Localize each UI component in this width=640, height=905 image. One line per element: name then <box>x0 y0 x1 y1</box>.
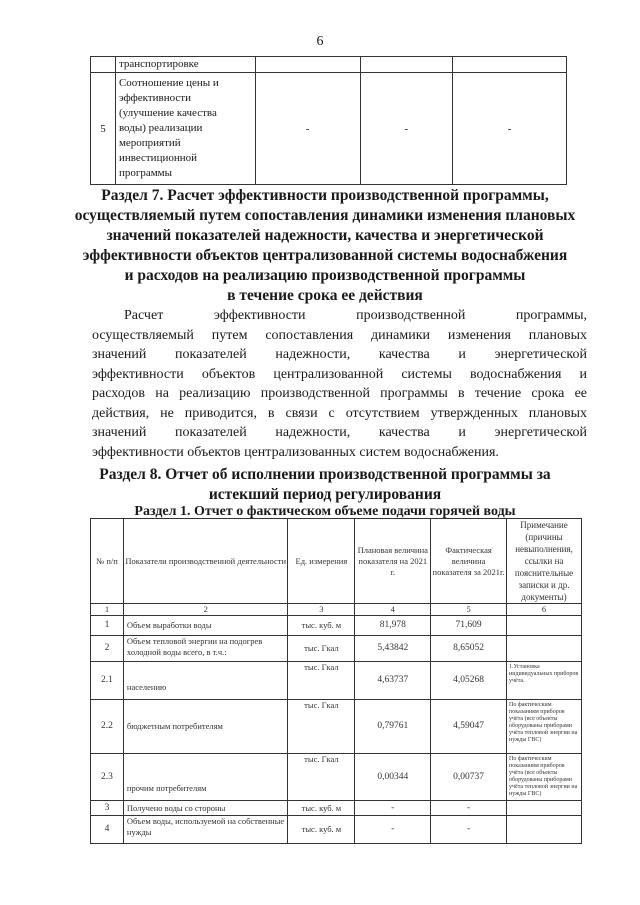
col-number: 1 <box>91 604 124 616</box>
row-fact: 4,59047 <box>431 700 507 754</box>
row-number: 1 <box>91 616 124 636</box>
row-indicator: Получено воды со стороны <box>123 801 288 816</box>
row-fact: - <box>431 816 507 844</box>
col-number: 4 <box>355 604 431 616</box>
row-number: 4 <box>91 816 124 844</box>
table-row <box>91 700 582 754</box>
value-cell: - <box>453 73 567 185</box>
row-note: По фактическим показаниям приборов учёта (все объекты оборудованы приборами учёта тепловой энергии на нужды ГВС) <box>507 754 582 801</box>
row-number: 2.3 <box>91 754 124 801</box>
table-row <box>91 57 567 73</box>
row-unit: тыс. Гкал <box>288 754 355 801</box>
table-row <box>91 73 567 185</box>
col-number: 2 <box>123 604 288 616</box>
col-number: 5 <box>431 604 507 616</box>
row-note: 1.Установка индивидуальных приборов учёта. <box>507 662 582 700</box>
row-indicator: бюджетным потребителям <box>123 700 288 754</box>
row-fact: - <box>431 801 507 816</box>
table-row <box>91 636 582 662</box>
row-fact: 71,609 <box>431 616 507 636</box>
header-plan: Плановая величина показателя на 2021 г. <box>355 519 431 604</box>
table-row <box>91 816 582 844</box>
row-indicator: Объем тепловой энергии на подогрев холодной воды всего, в т.ч.: <box>123 636 288 662</box>
row-indicator: прочим потребителям <box>123 754 288 801</box>
row-fact: 0,00737 <box>431 754 507 801</box>
row-unit: тыс. куб. м <box>288 801 355 816</box>
col-number: 3 <box>288 604 355 616</box>
section8-subheading: Раздел 1. Отчет о фактическом объеме подачи горячей воды <box>134 504 516 519</box>
header-unit: Ед. измерения <box>288 519 355 604</box>
table-header-row <box>91 519 582 604</box>
header-num: № п/п <box>91 519 124 604</box>
row-fact: 8,65052 <box>431 636 507 662</box>
row-plan: - <box>355 801 431 816</box>
row-text: Соотношение цены и эффективности (улучшение качества воды) реализации мероприятий инвестиционной программы <box>115 73 255 185</box>
row-unit: тыс. куб. м <box>288 816 355 844</box>
row-unit: тыс. куб. м <box>288 616 355 636</box>
row-note <box>507 801 582 816</box>
row-note <box>507 636 582 662</box>
row-indicator: Объем воды, используемой на собственные нужды <box>123 816 288 844</box>
row-plan: - <box>355 816 431 844</box>
table-row <box>91 662 582 700</box>
section7-heading: Раздел 7. Расчет эффективности производственной программы, осуществляемый путем сопоставления динамики изменения плановых значений показателей надежности, качества и энергетической эффективности объектов централизованной системы водоснабжения и расходов на реализацию производственной программы в течение срока ее действия <box>74 187 576 304</box>
table-row <box>91 801 582 816</box>
value-cell: - <box>360 73 453 185</box>
report-table <box>90 518 582 844</box>
row-note <box>507 616 582 636</box>
section8-heading: Раздел 8. Отчет об исполнении производственной программы за истекший период регулирования <box>99 466 551 503</box>
header-indicator: Показатели производственной деятельности <box>123 519 288 604</box>
row-indicator: населению <box>123 662 288 700</box>
value-cell: - <box>255 73 360 185</box>
row-plan: 81,978 <box>355 616 431 636</box>
row-plan: 0,79761 <box>355 700 431 754</box>
row-unit: тыс. Гкал <box>288 662 355 700</box>
row-unit: тыс. Гкал <box>288 700 355 754</box>
row-plan: 5,43842 <box>355 636 431 662</box>
row-number: 3 <box>91 801 124 816</box>
header-fact: Фактическая величина показателя за 2021г. <box>431 519 507 604</box>
table-row <box>91 616 582 636</box>
row-fact: 4,05268 <box>431 662 507 700</box>
row-note: По фактическим показаниям приборов учёта (все объекты оборудованы приборами учёта тепловой энергии на нужды ГВС) <box>507 700 582 754</box>
header-note: Примечание (причины невыполнения, ссылки на пояснительные записки и др. документы) <box>507 519 582 604</box>
row-note <box>507 816 582 844</box>
page-number: 6 <box>316 34 324 49</box>
col-number: 6 <box>507 604 582 616</box>
row-text: транспортировке <box>115 57 255 73</box>
row-number: 2 <box>91 636 124 662</box>
row-unit: тыс. Гкал <box>288 636 355 662</box>
row-number: 2.1 <box>91 662 124 700</box>
row-indicator: Объем выработки воды <box>123 616 288 636</box>
column-number-row <box>91 604 582 616</box>
row-plan: 4,63737 <box>355 662 431 700</box>
table-row <box>91 754 582 801</box>
row-plan: 0,00344 <box>355 754 431 801</box>
top-table <box>90 56 567 185</box>
row-number: 2.2 <box>91 700 124 754</box>
row-number: 5 <box>91 73 116 185</box>
section7-paragraph: Расчет эффективности производственной программы, осуществляемый путем сопоставления динамики изменения плановых значений показателей надежности, качества и энергетической эффективности объектов централизованной системы водоснабжения и расходов на реализацию производственной программы в течение срока ее действия, не приводится, в связи с отсутствием утвержденных плановых значений показателей надежности, качества и энергетической эффективности объектов централизованных систем водоснабжения. <box>92 308 587 460</box>
